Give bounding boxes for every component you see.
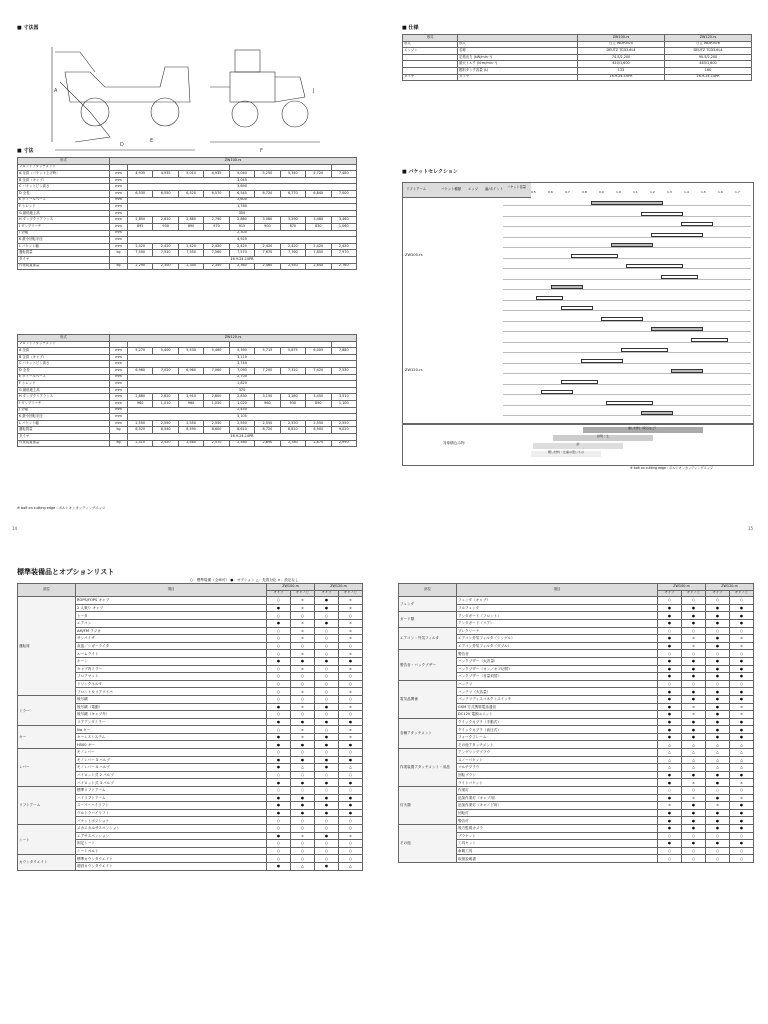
row-label: E ホイールベース — [18, 197, 110, 204]
option-row: エアコン外気フィルタ（シングル） ● × ● × — [399, 635, 754, 643]
option-row: バッテリ（大容量） ● ● ● ● — [399, 688, 754, 696]
option-row: スーパーハイリフト ● ● ● ● — [18, 802, 363, 810]
materials-label: 対象積込み物 — [443, 441, 465, 445]
bucket-range-bar — [621, 348, 668, 352]
option-row: モノレバー 4 バルブ ● △ ● △ — [18, 764, 363, 772]
option-row: キー No キー ○ × ○ × — [18, 726, 363, 734]
option-row: ドリンクホルダ ○ ○ ○ ○ — [18, 680, 363, 688]
option-row: 2 人乗り キャブ ● × ● × — [18, 604, 363, 612]
bucket-range-bar — [651, 327, 703, 331]
option-row: バッテリディスコネクトスイッチ ● ● ● ● — [399, 695, 754, 703]
option-row: その他アタッチメント △ △ △ △ — [399, 741, 754, 749]
option-row: ライトバケット ● × ● × — [399, 779, 754, 787]
bucket-range-bar — [641, 411, 673, 415]
loader-side-drawing — [50, 42, 200, 154]
option-row: 灯火類 作業灯 ○ ○ ○ ○ — [399, 787, 754, 795]
option-row: ウルトラハイリフト ● ● ● ● — [18, 809, 363, 817]
options-table-left: 部位 項目 ZW100-rs ZW120-rs キャブ キャノピ キャブ キャノピ 運転席 ROPS/FOPS キャブ ○ × ● × 2 人乗り キャブ ● × ● × ヒータ ○ ○ ○ ○ エアコン ● × ● × AM/FM ラジオ ○ × ○ × サンバイザ ○ × ○ × 灰皿／シガーライタ ○ ○ ○ ○ ルームライト ○ × ○ × ホーン ● ● ● ● キャブ内ミラー ○ × ○ × フロアマット ○ ○ ○ ○ ドリンクホルダ ○ ○ ○ ○ フロント＆リアワイパ ○ × ○ × ミラー 後写鏡 ○ ○ ○ ○ 後写鏡（電動） ● × ● × 後写鏡（キャブ外） ○ ○ ○ ○ リアアンダミラー ● ● ● ● キー No キー ○ × ○ × キーレスシステム ● × ● × H500 キー ● ● ● ● レバー モノレバー ○ ○ ○ ○ モノレバー 3 バルブ ● ● ● ● モノレバー 4 バルブ ● △ ● △ パイロット式 2 バルブ ○ ○ ○ ○ パイロット式 3 バルブ ● ● ● ● リフトアーム 標準リフトアーム ○ ○ ○ ○ ハイリフトアーム ● ● ● ● スーパーハイリフト ● ● ● ● ウルトラハイリフト ● ● ● ● パケットポジショナ ○ ○ ○ ○ シート メカニカルサスペンション ○ ○ ○ ○ エアサスペンション ● × ● × 固定シート ○ ○ ○ ○ シートベルト ○ ○ ○ ○ カウンタウエイト 標準カウンタウエイト ○ ○ ○ ○ 増設カウンタウエイト ● △ ● △ — [17, 583, 363, 871]
row-label: フロントアタッチメント — [18, 164, 110, 171]
option-row: 取扱説明書 ○ ○ ○ ○ — [399, 855, 754, 863]
option-row: モノレバー 3 バルブ ● ● ● ● — [18, 756, 363, 764]
option-row: 回転ブラシ ● ● ● ● — [399, 771, 754, 779]
option-row: フェンダ フェンダ（キャブ） ○ ○ ○ ○ — [399, 597, 754, 605]
row-label: タイヤ — [18, 256, 110, 263]
svg-text:F: F — [260, 148, 263, 154]
bucket-range-bar — [691, 338, 728, 342]
option-row: シートベルト ○ ○ ○ ○ — [18, 847, 363, 855]
svg-text:J: J — [313, 88, 315, 94]
row-label: K 最小回転半径 — [18, 237, 110, 244]
option-row: パイロット式 2 バルブ ○ ○ ○ ○ — [18, 771, 363, 779]
option-row: パケットポジショナ ○ ○ ○ ○ — [18, 817, 363, 825]
bucket-selection-chart: リフトアーム バケット種類 エッジ 歯/ポイント バケット容量 0.5 0.6 0.7 0.8 0.9 1.0 1.1 1.2 1.3 1.4 1.5 1.6 1.7 ZW100-rs ZW120-rs — [402, 182, 754, 424]
options-table-right: 部位 項目 ZW100-rs ZW120-rs キャブ キャノピ キャブ キャノピ フェンダ フェンダ（キャブ） ○ ○ ○ ○ フルフェンダ ● ● ● ● ガード類 アンダガード（フロント） ● ● ● ● アンダガード（リア） ● ● ● ● エアコン・外気フィルタ プレクリーナ ○ ○ ○ ○ エアコン外気フィルタ（シングル） ● × ● × エアコン外気フィルタ（ダブル） ● × ● × 警告音・バックブザー 警告音 ○ ○ ○ ○ バックブザー（大音量） ● ● ● ● バックブザー（オン／オフ切替） ● ● ● ● バックブザー（音量切替） ● ● ● ● 電気品関係 バッテリ ○ ○ ○ ○ バッテリ（大容量） ● ● ● ● バッテリディスコネクトスイッチ ● ● ● ● GSM 方式携帯電話通信 ● × ● × DC12V 電源ユニット ● × ● × 各種アタッチメント クイックカプラ（手動式） ● ● ● ● クイックカプラ（油圧式） ● ● ● ● フォークフレーム ● ● ● ● その他アタッチメント △ △ △ △ 作業装置アタッチメント・用品 アングリングブラウ △ △ △ △ スノーバケット △ △ △ △ マルチプラウ △ △ △ △ 回転ブラシ ● ● ● ● ライトバケット ● × ● × 灯火類 作業灯 ○ ○ ○ ○ 追加作業灯（キャブ用） ● × ● × 追加作業灯（キャノピ用） × ● × ● 回転灯 ● ● ● ● 警告灯 ● ● ● ● その他 後方監視カメラ ● ● ● ● ブラケット ○ ○ ○ ○ 工具セット ● ● ● ● 車載工具 ○ ○ ○ ○ 取扱説明書 ○ ○ ○ ○ — [398, 583, 754, 863]
row-label: J 全幅 — [18, 230, 110, 237]
axis-tick-label: 1.1 — [633, 190, 638, 194]
option-row: 増設カウンタウエイト ● △ ● △ — [18, 862, 363, 870]
bucket-range-bar — [626, 264, 683, 268]
option-row: キャブ内ミラー ○ × ○ × — [18, 665, 363, 673]
option-row: ルームライト ○ × ○ × — [18, 650, 363, 658]
option-row: ホーン ● ● ● ● — [18, 657, 363, 665]
bucket-range-bar — [601, 317, 643, 321]
option-row: GSM 方式携帯電話通信 ● × ● × — [399, 703, 754, 711]
option-row: キーレスシステム ● × ● × — [18, 733, 363, 741]
bucket-range-bar — [611, 243, 653, 247]
option-row: クイックカプラ（油圧式） ● ● ● ● — [399, 726, 754, 734]
row-label: B 全高（キャブ） — [18, 177, 110, 184]
option-row: サンバイザ ○ × ○ × — [18, 635, 363, 643]
spec-title: ■ 仕様 — [402, 25, 419, 31]
option-row: バックブザー（大音量） ● ● ● ● — [399, 657, 754, 665]
dimension-table-title: ■ 寸法 — [17, 148, 34, 154]
axis-tick-label: 0.7 — [565, 190, 570, 194]
row-label: F トレッド — [18, 204, 110, 211]
bucket-range-bar — [536, 296, 563, 300]
bucket-range-bar — [671, 369, 703, 373]
bucket-range-bar — [561, 306, 593, 310]
option-row: 電気品関係 バッテリ ○ ○ ○ ○ — [399, 680, 754, 688]
option-row: 後写鏡（電動） ● × ● × — [18, 703, 363, 711]
option-row: エアサスペンション ● × ● × — [18, 832, 363, 840]
axis-tick-label: 0.5 — [531, 190, 536, 194]
spec-page-left — [15, 22, 360, 517]
options-title: 標準装備品とオプションリスト — [17, 568, 115, 576]
row-label: 運転質量 — [18, 250, 110, 257]
row-label: I ダンプリーチ — [18, 223, 110, 230]
dimension-table-zw100: 形式 ZW100-rs フロントアタッチメント A 全高（バケット上げ時） mm 4,935 4,935 5,010 4,935 5,040 5,250 5,340 5,720 7,480 B 全高（キャブ） mm 3,045 C バケットピン高さ mm 3,690 D 全長 mm 6,530 6,550 6,520 6,570 6,545 6,720 6,770 6,840 7,000 E ホイールベース mm 2,600 F トレッド mm 1,780 G 最低地上高 mm 350 H ダンプクリアランス mm 2,850 2,810 2,880 2,790 2,860 3,080 3,290 3,480 3,460 I ダンプリーチ mm 895 930 890 970 915 900 870 830 1,060 J 全幅 mm 2,300 K 最小回転半径 mm 4,925 L バケット幅 mm 2,420 2,420 2,420 2,420 2,420 2,420 2,420 2,420 2,420 運転質量 kg 7,500 7,510 7,550 7,560 7,570 7,670 7,760 7,850 7,970 タイヤ 16.9-24-10PR 作業装置重量 kg 2,290 2,300 2,340 2,350 2,360 2,460 2,550 2,640 2,760 — [17, 157, 357, 270]
option-row: 警告灯 ● ● ● ● — [399, 817, 754, 825]
svg-text:E: E — [150, 138, 154, 144]
axis-tick-label: 0.9 — [599, 190, 604, 194]
row-label: G 最低地上高 — [18, 210, 110, 217]
row-label: H ダンプクリアランス — [18, 217, 110, 224]
axis-tick-label: 1.2 — [650, 190, 655, 194]
option-row: アンダガード（リア） ● ● ● ● — [399, 619, 754, 627]
spec-table: 形式 ZW100-rs ZW120-rs 形式 形式 日立 WDP-N75 日立 WDP-N76 エンジン 名称 DEUTZ TCD3.6L4 DEUTZ TCD3.6L4 定格出力 (kW/min⁻¹) 74.5/2,200 90.5/2,200 最大トルク (N·m/min⁻¹) 410/1,600 463/1,600 燃料タンク容量 (L) 133 160 タイヤ タイヤ 16.9-24-10PR 16.9-24-10PR — [402, 34, 752, 81]
option-row: カウンタウエイト 標準カウンタウエイト ○ ○ ○ ○ — [18, 855, 363, 863]
page-number-right: 15 — [748, 526, 754, 531]
row-label: 作業装置重量 — [18, 263, 110, 270]
svg-text:A: A — [54, 88, 58, 94]
bucket-range-bar — [681, 222, 713, 226]
row-label: C バケットピン高さ — [18, 184, 110, 191]
axis-tick-label: 1.3 — [667, 190, 672, 194]
axis-tick-label: 1.5 — [701, 190, 706, 194]
option-row: 追加作業灯（キャブ用） ● × ● × — [399, 794, 754, 802]
option-row: 運転席 ROPS/FOPS キャブ ○ × ● × — [18, 597, 363, 605]
footnote: ※ bolt on cutting edge : ボルトオンカッティングエッジ — [17, 506, 106, 510]
bucket-range-bar — [591, 201, 663, 205]
page-number-left: 14 — [12, 526, 18, 531]
option-row: バックブザー（音量切替） ● ● ● ● — [399, 673, 754, 681]
bucket-range-bar — [561, 380, 598, 384]
axis-tick-label: 1.0 — [616, 190, 621, 194]
option-row: エアコン・外気フィルタ プレクリーナ ○ ○ ○ ○ — [399, 627, 754, 635]
option-row: レバー モノレバー ○ ○ ○ ○ — [18, 749, 363, 757]
axis-tick-label: 1.6 — [718, 190, 723, 194]
loader-front-drawing — [205, 42, 325, 154]
option-row: リアアンダミラー ● ● ● ● — [18, 718, 363, 726]
option-row: マルチプラウ △ △ △ △ — [399, 764, 754, 772]
option-row: 各種アタッチメント クイックカプラ（手動式） ● ● ● ● — [399, 718, 754, 726]
bucket-range-bar — [641, 212, 683, 216]
table-model: ZW100-rs — [110, 158, 357, 165]
options-legend: ○：標準装備（全車可） ●：オプション △：先着対応 ×：設定なし — [190, 578, 299, 582]
bucket-range-bar — [541, 390, 573, 394]
bucket-range-bar — [661, 275, 698, 279]
row-label: L バケット幅 — [18, 243, 110, 250]
option-row: パイロット式 3 バルブ ● ● ● ● — [18, 779, 363, 787]
option-row: AM/FM ラジオ ○ × ○ × — [18, 627, 363, 635]
option-row: 車載工具 ○ ○ ○ ○ — [399, 847, 754, 855]
option-row: ハイリフトアーム ● ● ● ● — [18, 794, 363, 802]
bucket-range-bar — [571, 254, 618, 258]
row-label: A 全高（バケット上げ時） — [18, 171, 110, 178]
option-row: フロアマット ○ ○ ○ ○ — [18, 673, 363, 681]
dimension-table-zw120: 形式 ZW120-rs フロントアタッチメント A 全高 mm 5,270 5,400 5,530 5,460 5,390 5,715 5,875 6,005 7,880 B 全高（キャブ） mm 3,110 C バケットピン高さ mm 3,740 D 全長 mm 6,960 7,020 6,960 7,060 7,090 7,200 7,310 7,420 7,530 E ホイールベース mm 2,700 F トレッド mm 1,820 G 最低地上高 mm 370 H ダンプクリアランス mm 2,880 2,820 2,910 2,800 2,830 3,150 3,280 3,450 3,510 I ダンプリーチ mm 960 1,010 960 1,050 1,020 960 930 890 1,100 J 全幅 mm 2,450 K 最小回転半径 mm 5,105 L バケット幅 mm 2,550 2,550 2,550 2,550 2,550 2,550 2,550 2,550 2,550 運転質量 kg 8,520 8,540 8,590 8,600 8,610 8,720 8,810 8,900 9,020 タイヤ 16.9-24-10PR 作業装置重量 kg 2,510 2,520 2,560 2,570 2,580 2,690 2,780 2,870 2,990 — [17, 334, 357, 447]
option-row: 灰皿／シガーライタ ○ ○ ○ ○ — [18, 642, 363, 650]
option-row: フロント＆リアワイパ ○ × ○ × — [18, 688, 363, 696]
axis-tick-label: 1.4 — [684, 190, 689, 194]
bucket-range-bar — [581, 359, 623, 363]
option-row: 追加作業灯（キャノピ用） × ● × ● — [399, 802, 754, 810]
dimension-drawing-title: ■ 寸法図 — [17, 25, 39, 31]
bucket-note: ※ bolt on cutting edge : ボルトオンカッティングエッジ — [630, 466, 714, 470]
option-row: DC12V 電源ユニット ● × ● × — [399, 711, 754, 719]
option-row: ガード類 アンダガード（フロント） ● ● ● ● — [399, 612, 754, 620]
option-row: 工具セット ● ● ● ● — [399, 840, 754, 848]
option-row: 警告音・バックブザー 警告音 ○ ○ ○ ○ — [399, 650, 754, 658]
option-row: 作業装置アタッチメント・用品 アングリングブラウ △ △ △ △ — [399, 749, 754, 757]
option-row: リフトアーム 標準リフトアーム ○ ○ ○ ○ — [18, 787, 363, 795]
svg-text:D: D — [120, 142, 124, 148]
option-row: H500 キー ● ● ● ● — [18, 741, 363, 749]
axis-ticks — [531, 185, 749, 197]
bucket-selection-title: ■ バケットセレクション — [402, 169, 458, 175]
bucket-range-bar — [651, 233, 703, 237]
option-row: フルフェンダ ● ● ● ● — [399, 604, 754, 612]
axis-tick-label: 0.8 — [582, 190, 587, 194]
row-label: D 全長 — [18, 190, 110, 197]
option-row: 後写鏡（キャブ外） ○ ○ ○ ○ — [18, 711, 363, 719]
option-row: エアコン外気フィルタ（ダブル） ● × ● × — [399, 642, 754, 650]
axis-tick-label: 1.7 — [735, 190, 740, 194]
option-row: 固定シート ○ ○ ○ ○ — [18, 840, 363, 848]
option-row: ヒータ ○ ○ ○ ○ — [18, 612, 363, 620]
axis-tick-label: 0.6 — [548, 190, 553, 194]
spec-page-right — [400, 22, 755, 517]
option-row: バックブザー（オン／オフ切替） ● ● ● ● — [399, 665, 754, 673]
option-row: フォークフレーム ● ● ● ● — [399, 733, 754, 741]
option-row: ブラケット ○ ○ ○ ○ — [399, 832, 754, 840]
option-row: 回転灯 ● ● ● ● — [399, 809, 754, 817]
option-row: その他 後方監視カメラ ● ● ● ● — [399, 825, 754, 833]
option-row: エアコン ● × ● × — [18, 619, 363, 627]
option-row: シート メカニカルサスペンション ○ ○ ○ ○ — [18, 825, 363, 833]
materials-block: 対象積込み物 重い材料（砕石など） 砂利・土 砂 軽い材料・比重の低いもの — [402, 424, 754, 466]
bucket-range-bar — [606, 401, 653, 405]
bucket-bars — [403, 197, 753, 423]
option-row: ミラー 後写鏡 ○ ○ ○ ○ — [18, 695, 363, 703]
bucket-range-bar — [551, 285, 583, 289]
option-row: スノーバケット △ △ △ △ — [399, 756, 754, 764]
